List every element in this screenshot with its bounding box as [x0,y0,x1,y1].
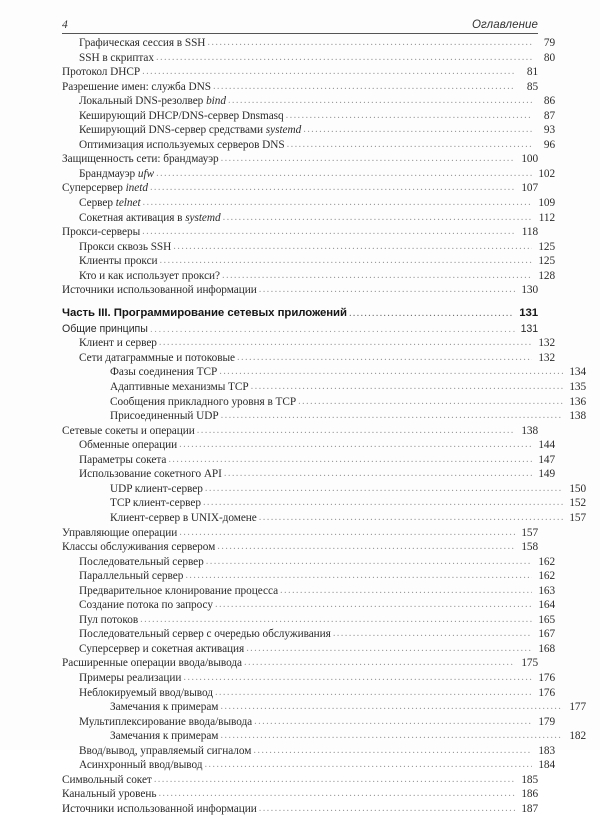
toc-entry-title: Суперсервер inetd [62,182,148,195]
toc-dot-leader [215,601,532,612]
toc-dot-leader [179,528,515,539]
toc-entry-title: Прокси сквозь SSH [79,240,172,253]
running-head [62,13,538,34]
toc-entry-title: Адаптивные механизмы TCP [110,381,249,394]
toc-dot-leader [205,484,563,495]
toc-entry-title: Источники использованной информации [62,284,257,297]
toc-entry-title: Присоединенный UDP [110,410,219,423]
toc-entry[interactable] [62,700,586,715]
toc-entry-page-number: 176 [538,671,555,684]
toc-dot-leader [213,82,515,93]
toc-entry-page-number: 86 [543,95,555,108]
toc-entry-page-number: 163 [538,584,555,597]
toc-dot-leader [237,353,532,364]
toc-entry[interactable] [62,138,555,153]
toc-entry-page-number: 107 [521,182,538,195]
toc-entry-page-number: 128 [538,269,555,282]
toc-entry[interactable] [62,613,555,628]
toc-entry-title: Локальный DNS-резолвер bind [79,95,226,108]
toc-dot-leader [259,514,563,525]
toc-entry-page-number: 147 [538,453,555,466]
toc-entry-title: Неблокируемый ввод/вывод [79,686,213,699]
toc-entry-page-number: 167 [538,628,555,641]
toc-entry-page-number: 157 [569,511,586,524]
toc-entry-title: Обменные операции [79,439,178,452]
toc-entry[interactable] [62,94,555,109]
toc-entry-title: Брандмауэр ufw [79,167,155,180]
toc-entry-title: Примеры реализации [79,671,182,684]
toc-entry-title: Часть III. Программирование сетевых приложений [62,307,347,320]
toc-entry-page-number: 158 [521,541,538,554]
toc-dot-leader [142,228,515,239]
toc-entry-page-number: 184 [538,759,555,772]
toc-entry[interactable] [62,584,555,599]
toc-entry[interactable] [62,773,538,788]
toc-dot-leader [204,761,532,772]
toc-dot-leader [253,746,532,757]
toc-dot-leader [221,155,515,166]
toc-dot-leader [215,688,532,699]
toc-entry-page-number: 100 [521,153,538,166]
toc-entry-page-number: 112 [538,211,555,224]
toc-entry-title: Канальный уровень [62,788,157,801]
toc-entry-title-emphasis: systemd [265,124,302,137]
toc-entry-page-number: 182 [569,730,586,743]
toc-dot-leader [156,169,532,180]
toc-dot-leader [287,140,532,151]
toc-entry[interactable] [62,467,555,482]
toc-entry-page-number: 93 [543,124,555,137]
toc-entry[interactable] [62,758,555,773]
toc-entry-page-number: 132 [538,351,555,364]
toc-dot-leader [222,271,532,282]
toc-entry-page-number: 138 [569,410,586,423]
toc-dot-leader [185,572,532,583]
toc-dot-leader [259,804,515,815]
toc-entry[interactable] [62,744,555,759]
toc-dot-leader [158,790,515,801]
toc-entry-title: Клиент и сервер [79,337,157,350]
toc-entry-page-number: 138 [521,424,538,437]
toc-entry[interactable] [62,269,555,284]
toc-entry-page-number: 81 [526,66,538,79]
toc-entry[interactable] [62,686,555,701]
toc-dot-leader [150,324,515,335]
toc-entry-page-number: 136 [569,395,586,408]
toc-dot-leader [173,242,532,253]
toc-entry-page-number: 175 [521,657,538,670]
toc-entry-page-number: 186 [521,788,538,801]
toc-dot-leader [207,39,532,50]
toc-entry[interactable] [62,254,555,269]
toc-entry[interactable] [62,453,555,468]
toc-entry-title: Клиент-сервер в UNIX-домене [110,511,257,524]
toc-entry[interactable] [62,36,555,51]
toc-entry-page-number: 131 [520,322,538,335]
toc-dot-leader [197,426,515,437]
toc-entry-title: Ввод/вывод, управляемый сигналом [79,744,252,757]
toc-entry-page-number: 176 [538,686,555,699]
toc-entry-title: Разрешение имен: служба DNS [62,80,211,93]
toc-entry-page-number: 162 [538,555,555,568]
toc-entry-title: Суперсервер и сокетная активация [79,642,245,655]
toc-dot-leader [156,53,532,64]
toc-entry-page-number: 152 [569,497,586,510]
toc-entry[interactable] [62,787,538,802]
toc-entry[interactable] [62,598,555,613]
toc-entry-page-number: 131 [519,307,538,320]
toc-entry-page-number: 150 [569,482,586,495]
toc-dot-leader [244,659,515,670]
toc-entry-page-number: 157 [521,526,538,539]
toc-entry[interactable] [62,211,555,226]
toc-dot-leader [303,126,532,137]
toc-dot-leader [298,397,563,408]
toc-entry-title-emphasis: bind [206,95,226,108]
toc-entry-title: Графическая сессия в SSH [79,37,206,49]
toc-entry-page-number: 125 [538,240,555,253]
page-folio-number: 4 [62,19,68,31]
toc-entry-page-number: 134 [569,366,586,379]
toc-dot-leader [154,775,515,786]
toc-entry[interactable] [62,526,538,541]
toc-entry-title: UDP клиент-сервер [110,482,203,495]
toc-entry-page-number: 132 [538,337,555,350]
toc-entry[interactable] [62,642,555,657]
toc-entry[interactable] [62,671,555,686]
toc-entry-title: Клиенты прокси [79,255,158,268]
toc-dot-leader [168,455,532,466]
toc-entry[interactable] [62,656,538,671]
toc-entry-page-number: 130 [521,284,538,297]
toc-entry-title: Символьный сокет [62,773,152,786]
toc-dot-leader [206,557,532,568]
toc-entry-title: Последовательный сервер с очередью обслуживания [79,628,331,641]
toc-dot-leader [221,412,563,423]
toc-dot-leader [150,184,515,195]
toc-entry-page-number: 102 [538,167,555,180]
toc-entry-title: Сервер telnet [79,197,141,210]
toc-entry[interactable] [62,181,538,196]
toc-entry[interactable] [62,540,538,555]
toc-entry-title: Общие принципы [62,322,148,335]
toc-entry[interactable] [62,511,586,526]
toc-entry-title: Замечания к примерам [110,701,219,714]
toc-entry[interactable] [62,555,555,570]
toc-entry-title: Фазы соединения TCP [110,366,218,379]
toc-dot-leader [228,97,532,108]
toc-entry-page-number: 179 [538,715,555,728]
toc-entry[interactable] [62,196,555,211]
toc-entry-page-number: 96 [543,138,555,151]
toc-entry[interactable] [62,322,538,337]
toc-entry-title-emphasis: ufw [137,167,155,180]
toc-entry[interactable] [62,123,555,138]
toc-entry-page-number: 187 [521,802,538,815]
toc-entry[interactable] [62,409,586,424]
toc-entry-page-number: 185 [521,773,538,786]
toc-entry-page-number: 164 [538,599,555,612]
toc-entry-page-number: 183 [538,744,555,757]
toc-entry-title: Сетевые сокеты и операции [62,424,195,437]
toc-entry-title: Классы обслуживания сервером [62,541,216,554]
toc-entry[interactable] [62,424,538,439]
toc-entry-title: Использование сокетного API [79,468,222,481]
toc-entry-title: SSH в скриптах [79,51,154,64]
toc-entry-title: Сокетная активация в systemd [79,211,221,224]
toc-entry-title: Последовательный сервер [79,555,204,568]
toc-entry-page-number: 177 [569,701,586,714]
toc-dot-leader [219,368,563,379]
toc-dot-leader [254,717,532,728]
toc-entry-title: Кеширующий DNS-сервер средствами systemd [79,124,302,137]
toc-entry-title: Асинхронный ввод/вывод [79,759,203,772]
toc-dot-leader [179,441,532,452]
toc-entry[interactable] [62,51,555,66]
toc-dot-leader [223,213,532,224]
toc-entry-page-number: 109 [538,197,555,210]
toc-entry[interactable] [62,152,538,167]
toc-entry[interactable] [62,240,555,255]
toc-entry[interactable] [62,351,555,366]
toc-entry[interactable] [62,496,586,511]
toc-entry-page-number: 87 [543,109,555,122]
toc-entry-title: Кто и как использует прокси? [79,269,220,282]
toc-dot-leader [333,630,532,641]
toc-dot-leader [251,383,563,394]
toc-entry-page-number: 168 [538,642,555,655]
toc-entry-title-emphasis: systemd [185,211,221,224]
toc-entry[interactable] [62,715,555,730]
toc-entry-page-number: 85 [526,80,538,93]
toc-entry[interactable] [62,109,555,124]
toc-dot-leader [160,257,532,268]
toc-entry-title: Протокол DHCP [62,66,141,79]
toc-entry-title-emphasis: inetd [125,182,148,195]
toc-entry-title: Сети датаграммные и потоковые [79,351,236,364]
toc-dot-leader [220,703,563,714]
toc-entry-page-number: 165 [538,613,555,626]
toc-dot-leader [203,499,563,510]
toc-dot-leader [217,543,515,554]
toc-entry[interactable] [62,283,538,298]
toc-entry-page-number: 162 [538,570,555,583]
toc-dot-leader [220,732,563,743]
table-of-contents-list [62,36,586,816]
toc-entry-title: Защищенность сети: брандмауэр [62,153,219,166]
toc-entry-page-number: 80 [543,51,555,64]
toc-dot-leader [349,310,513,321]
toc-entry[interactable] [62,395,586,410]
toc-dot-leader [159,339,532,350]
toc-entry-page-number: 79 [543,37,555,49]
toc-entry[interactable] [62,167,555,182]
toc-entry-page-number: 118 [521,226,538,239]
toc-dot-leader [259,286,515,297]
toc-entry-title-emphasis: telnet [115,197,141,210]
toc-entry-title: Управляющие операции [62,526,178,539]
toc-entry[interactable] [62,729,586,744]
toc-entry-title: Расширенные операции ввода/вывода [62,657,242,670]
toc-dot-leader [286,111,532,122]
toc-dot-leader [143,199,532,210]
toc-entry-title: Прокси-серверы [62,226,141,239]
toc-entry-page-number: 135 [569,381,586,394]
toc-entry[interactable] [62,225,538,240]
toc-entry[interactable] [62,482,586,497]
toc-dot-leader [246,644,532,655]
toc-entry[interactable] [62,80,538,95]
toc-dot-leader [280,586,532,597]
toc-entry-title: Мультиплексирование ввода/вывода [79,715,253,728]
toc-entry-title: TCP клиент-сервер [110,497,201,510]
toc-entry-title: Параметры сокета [79,453,167,466]
toc-entry-title: Замечания к примерам [110,730,219,743]
toc-entry-title: Кеширующий DHCP/DNS-сервер Dnsmasq [79,109,284,122]
toc-entry[interactable] [62,380,586,395]
toc-entry-title: Параллельный сервер [79,570,184,583]
toc-entry-title: Пул потоков [79,613,139,626]
toc-entry[interactable] [62,569,555,584]
toc-entry[interactable] [62,365,586,380]
toc-entry[interactable] [62,336,555,351]
toc-entry-title: Оптимизация используемых серверов DNS [79,138,285,151]
toc-entry-title: Источники использованной информации [62,802,257,815]
toc-entry-page-number: 125 [538,255,555,268]
toc-entry[interactable] [62,65,538,80]
toc-entry-page-number: 149 [538,468,555,481]
toc-entry[interactable] [62,802,538,816]
toc-entry-title: Создание потока по запросу [79,599,213,612]
toc-entry[interactable] [62,627,555,642]
running-head-title: Оглавление [472,19,538,31]
toc-dot-leader [183,674,532,685]
toc-dot-leader [140,615,532,626]
toc-dot-leader [142,68,515,79]
toc-entry-title: Сообщения прикладного уровня в TCP [110,395,297,408]
toc-dot-leader [224,470,532,481]
toc-entry-title: Предварительное клонирование процесса [79,584,279,597]
toc-entry-page-number: 144 [538,439,555,452]
toc-part-heading[interactable] [62,306,538,322]
toc-entry[interactable] [62,438,555,453]
